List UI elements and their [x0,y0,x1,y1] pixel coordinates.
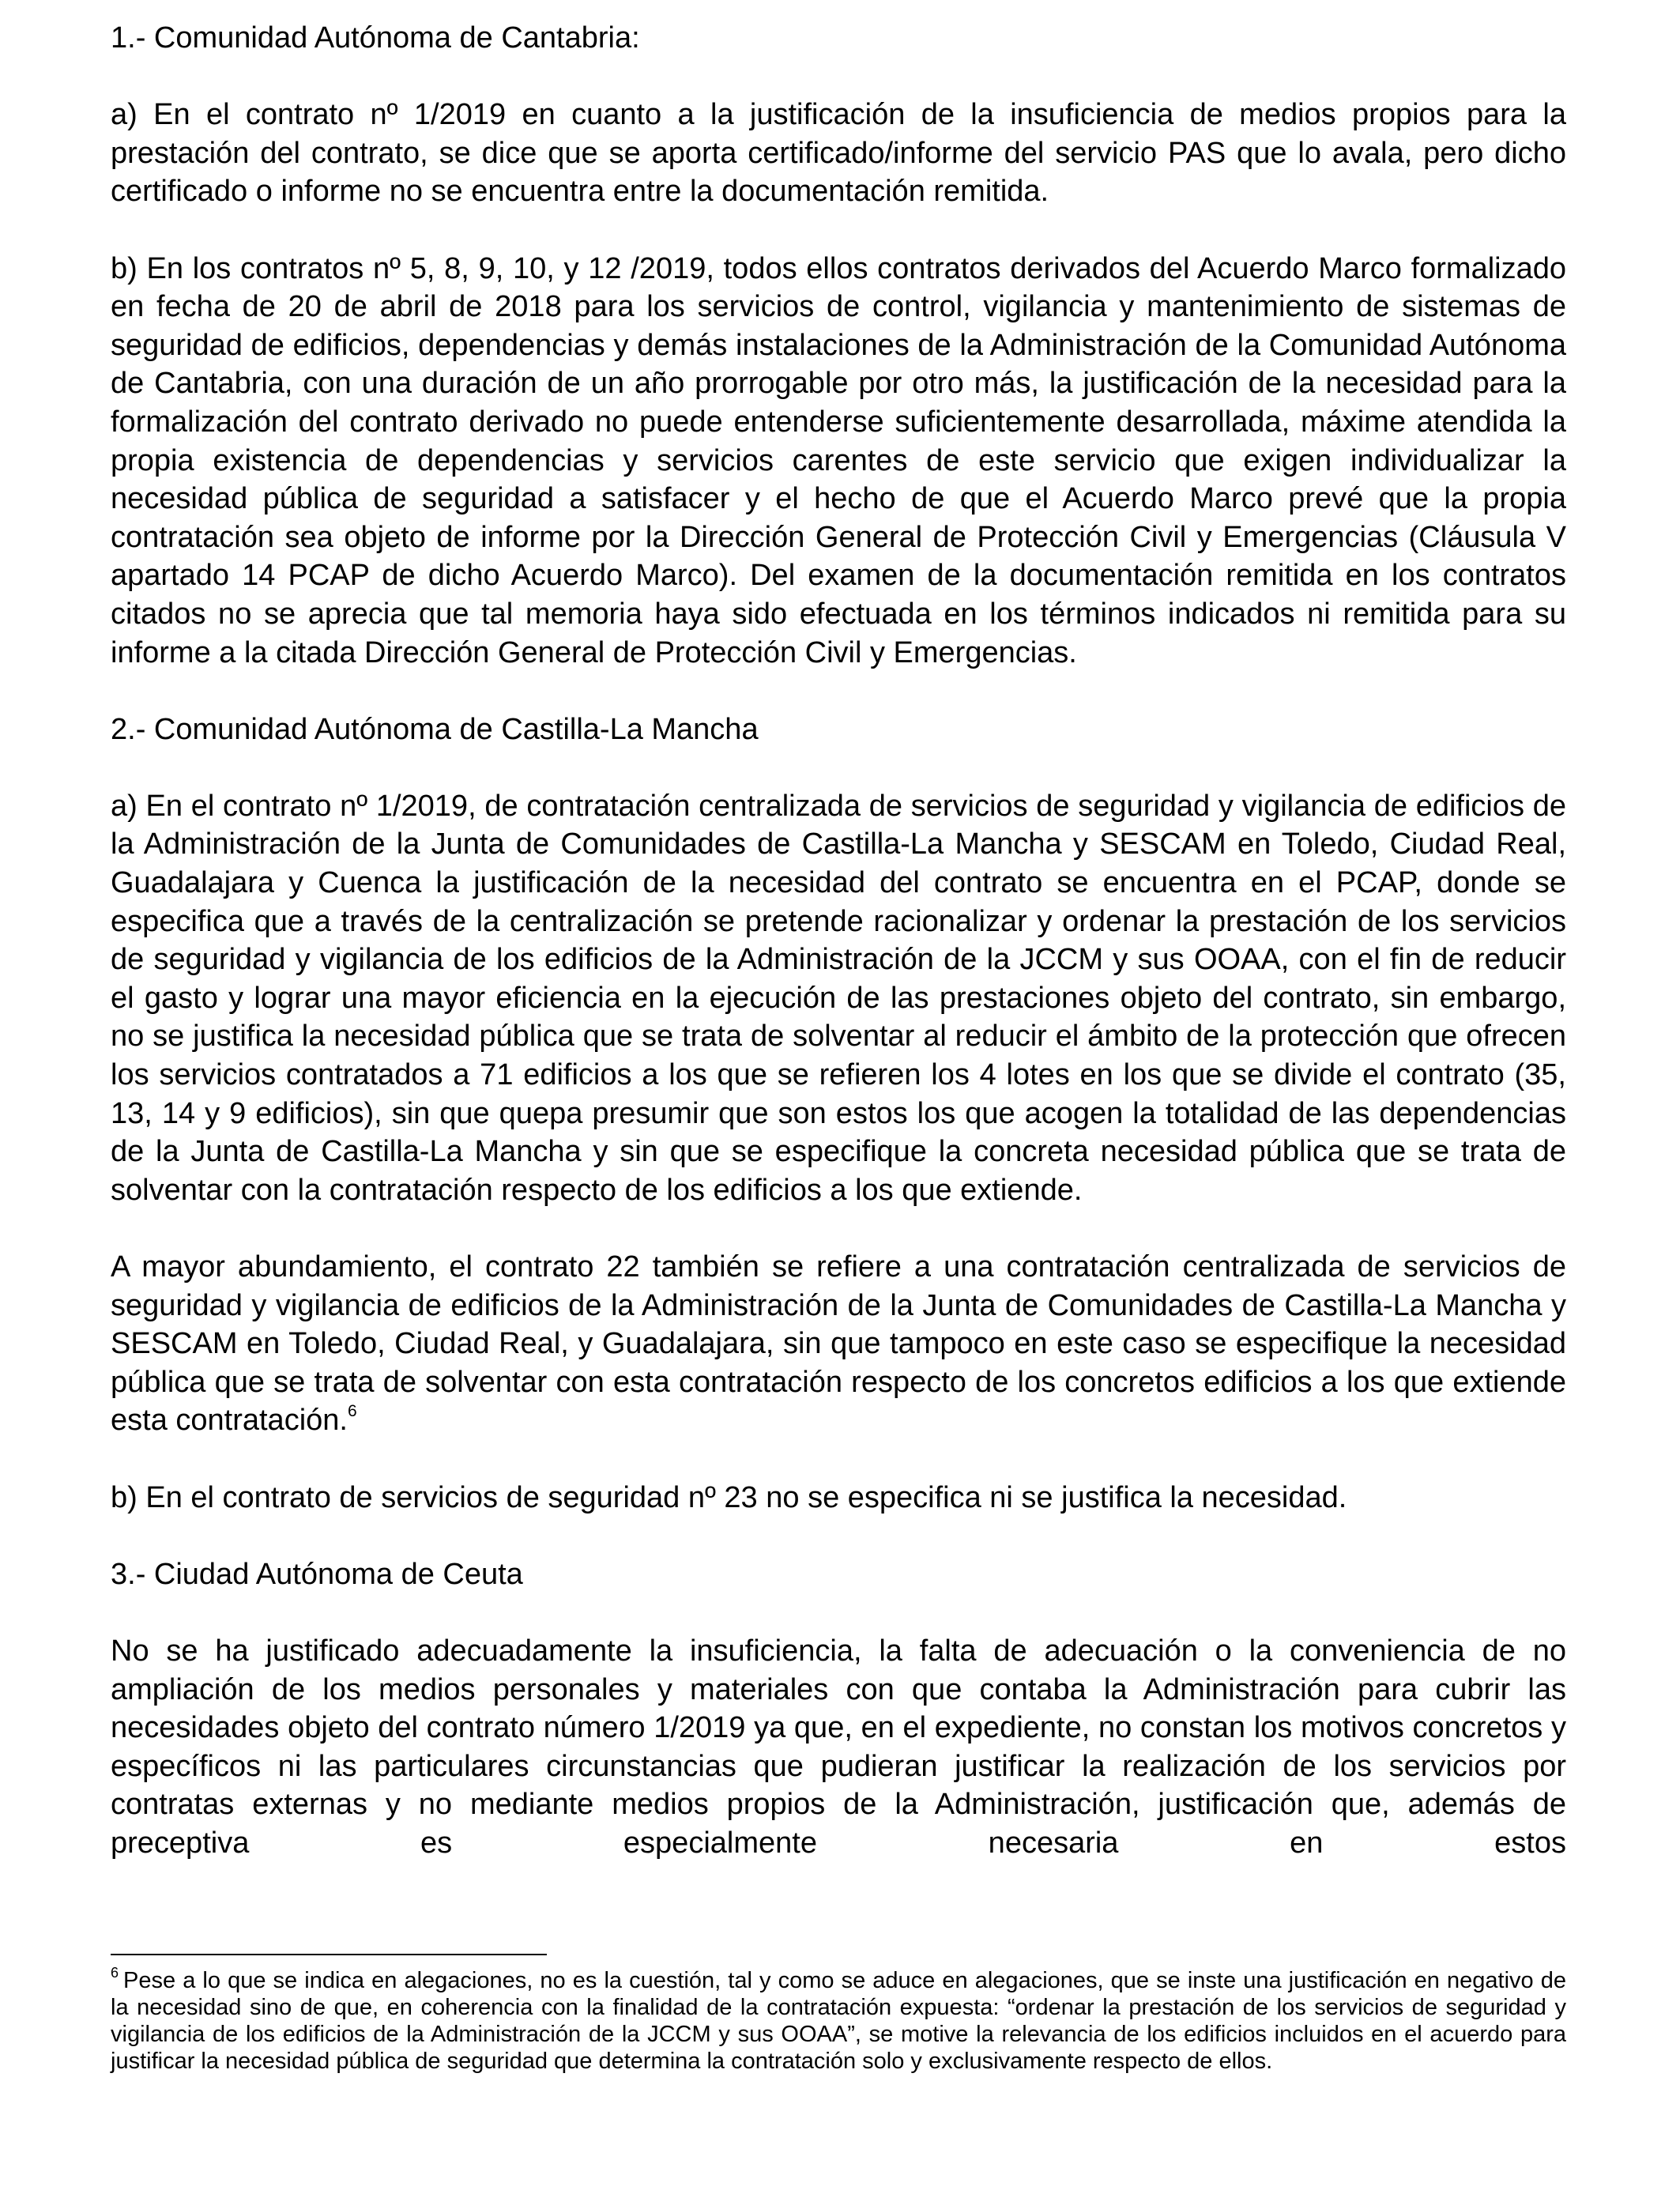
document-body [111,19,1566,1901]
paragraph-cantabria-a: a) En el contrato nº 1/2019 en cuanto a la justificación de la insuficiencia de medios propios para la prestación del contrato, se dice que se aporta certificado/informe del servicio PAS que lo avala, pero dicho certificado o informe no se encuentra entre la documentación remitida. [111,98,1566,209]
section-heading-castilla-la-mancha: 2.- Comunidad Autónoma de Castilla-La Mancha [111,712,759,746]
paragraph-castilla-a: a) En el contrato nº 1/2019, de contratación centralizada de servicios de seguridad y vigilancia de edificios de la Administración de la Junta de Comunidades de Castilla-La Mancha y SESCAM en Toledo, Ciudad Real, Guadalajara y Cuenca la justificación de la necesidad del contrato se encuentra en el PCAP, donde se especifica que a través de la centralización se pretende racionalizar y ordenar la prestación de los servicios de seguridad y vigilancia de los edificios de la Administración de la JCCM y sus OOAA, con el fin de reducir el gasto y lograr una mayor eficiencia en la ejecución de las prestaciones objeto del contrato, sin embargo, no se justifica la necesidad pública que se trata de solventar al reducir el ámbito de la protección que ofrecen los servicios contratados a 71 edificios a los que se refieren los 4 lotes en los que se divide el contrato (35, 13, 14 y 9 edificios), sin que quepa presumir que son estos los que acogen la totalidad de las dependencias de la Junta de Castilla-La Mancha y sin que se especifique la concreta necesidad pública que se trata de solventar con la contratación respecto de los edificios a los que extiende. [111,789,1566,1207]
footnote-mark: 6 [111,1965,119,1981]
footnote-separator [111,1954,547,1955]
paragraph-ceuta: No se ha justificado adecuadamente la insuficiencia, la falta de adecuación o la conveniencia de no ampliación de los medios personales y materiales con que contaba la Administración para cubrir las necesidades objeto del contrato número 1/2019 ya que, en el expediente, no constan los motivos concretos y específicos ni las particulares circunstancias que pudieran justificar la realización de los servicios por contratas externas y no mediante medios propios de la Administración, justificación que, además de preceptiva es especialmente necesaria en estos [111,1634,1566,1860]
footnote-reference[interactable]: 6 [347,1402,357,1421]
paragraph-castilla-abundamiento [111,1248,1566,1440]
section-heading-ceuta: 3.- Ciudad Autónoma de Ceuta [111,1557,523,1591]
footnote [111,1967,1566,2075]
footnote-text: Pese a lo que se indica en alegaciones, no es la cuestión, tal y como se aduce en alegaciones, que se inste una justificación en negativo de la necesidad sino de que, en coherencia con la finalidad de la contratación expuesta: “ordenar la prestación de los servicios de seguridad y vigilancia de los edificios de la Administración de la JCCM y sus OOAA”, se motive la relevancia de los edificios incluidos en el acuerdo para justificar la necesidad pública de seguridad que determina la contratación solo y exclusivamente respecto de ellos. [111,1968,1566,2074]
section-heading-cantabria: 1.- Comunidad Autónoma de Cantabria: [111,21,640,55]
paragraph-cantabria-b: b) En los contratos nº 5, 8, 9, 10, y 12 /2019, todos ellos contratos derivados del Acuerdo Marco formalizado en fecha de 20 de abril de 2018 para los servicios de control, vigilancia y mantenimiento de sistemas de seguridad de edificios, dependencias y demás instalaciones de la Administración de la Comunidad Autónoma de Cantabria, con una duración de un año prorrogable por otro más, la justificación de la necesidad para la formalización del contrato derivado no puede entenderse suficientemente desarrollada, máxime atendida la propia existencia de dependencias y servicios carentes de este servicio que exigen individualizar la necesidad pública de seguridad a satisfacer y el hecho de que el Acuerdo Marco prevé que la propia contratación sea objeto de informe por la Dirección General de Protección Civil y Emergencias (Cláusula V apartado 14 PCAP de dicho Acuerdo Marco). Del examen de la documentación remitida en los contratos citados no se aprecia que tal memoria haya sido efectuada en los términos indicados ni remitida para su informe a la citada Dirección General de Protección Civil y Emergencias. [111,251,1566,669]
paragraph-castilla-abundamiento-text: A mayor abundamiento, el contrato 22 también se refiere a una contratación centralizada de servicios de seguridad y vigilancia de edificios de la Administración de la Junta de Comunidades de Castilla-La Mancha y SESCAM en Toledo, Ciudad Real, y Guadalajara, sin que tampoco en este caso se especifique la necesidad pública que se trata de solventar con esta contratación respecto de los concretos edificios a los que extiende esta contratación. [111,1250,1566,1438]
paragraph-castilla-b: b) En el contrato de servicios de seguridad nº 23 no se especifica ni se justifica la necesidad. [111,1480,1347,1514]
